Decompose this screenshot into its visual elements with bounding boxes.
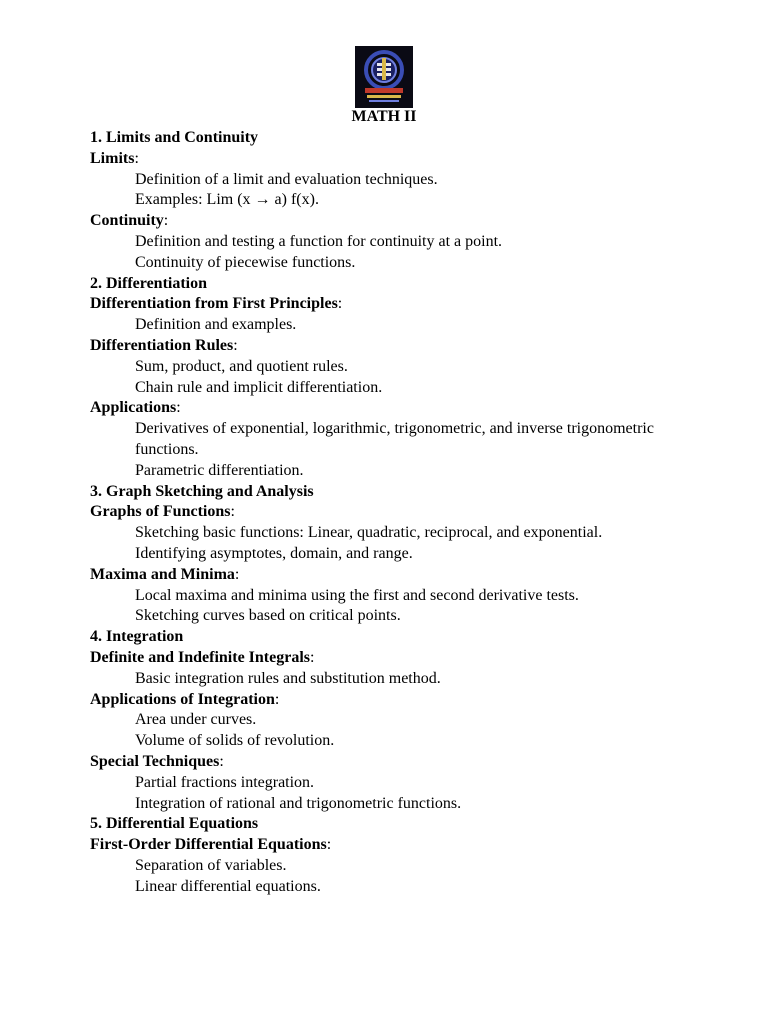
- topic-name: Definite and Indefinite Integrals: [90, 648, 310, 666]
- topic-item: Definition and examples.: [135, 316, 297, 334]
- topic-item: Definition and testing a function for continuity at a point.: [135, 232, 503, 250]
- topic-item: Continuity of piecewise functions.: [135, 253, 356, 271]
- topic-line: [90, 648, 710, 669]
- topic-name: First-Order Differential Equations: [90, 836, 327, 854]
- section-heading: 5. Differential Equations: [90, 815, 259, 833]
- topic-item: Basic integration rules and substitution method.: [135, 669, 441, 687]
- topic-item: Sum, product, and quotient rules.: [135, 357, 348, 375]
- topic-line: [90, 752, 710, 773]
- topic-colon: :: [134, 149, 139, 167]
- topic-name: Differentiation Rules: [90, 336, 234, 354]
- topic-item: Derivatives of exponential, logarithmic, trigonometric, and inverse trigonometric functions.: [135, 420, 654, 458]
- topic-colon: :: [219, 752, 224, 770]
- topic-item: Chain rule and implicit differentiation.: [135, 378, 383, 396]
- topic-item: Identifying asymptotes, domain, and range.: [135, 544, 413, 562]
- topic-colon: :: [230, 503, 235, 521]
- section-heading: 4. Integration: [90, 628, 184, 646]
- section-heading: 1. Limits and Continuity: [90, 129, 259, 146]
- college-crest-icon: [355, 46, 413, 108]
- topic-colon: :: [326, 836, 332, 854]
- topic-name: Graphs of Functions: [90, 503, 231, 521]
- topic-line: [90, 398, 710, 419]
- topic-colon: :: [337, 295, 343, 313]
- topic-item: Integration of rational and trigonometric functions.: [135, 794, 462, 812]
- topic-name: Special Techniques: [90, 752, 220, 770]
- topic-colon: :: [163, 212, 169, 230]
- topic-line: [90, 149, 710, 170]
- topic-name: Maxima and Minima: [90, 565, 235, 583]
- topic-item: Examples: Lim (x → a) f(x).: [135, 191, 319, 209]
- topic-colon: :: [274, 690, 280, 708]
- topic-line: [90, 211, 710, 232]
- topic-colon: :: [233, 336, 238, 354]
- topic-colon: :: [234, 565, 240, 583]
- topic-line: [90, 502, 710, 523]
- topic-line: [90, 336, 710, 357]
- topic-name: Applications of Integration: [90, 690, 275, 708]
- topic-item: Sketching curves based on critical points.: [135, 607, 401, 625]
- topic-item: Separation of variables.: [135, 856, 287, 874]
- topic-item: Sketching basic functions: Linear, quadratic, reciprocal, and exponential.: [135, 524, 603, 542]
- college-logo: [355, 46, 413, 108]
- topic-item: Parametric differentiation.: [135, 461, 304, 479]
- topic-item: Definition of a limit and evaluation techniques.: [135, 170, 438, 188]
- section-heading: 2. Differentiation: [90, 274, 208, 292]
- course-outline: [90, 128, 710, 897]
- topic-line: [90, 294, 710, 315]
- topic-name: Differentiation from First Principles: [90, 295, 338, 313]
- topic-name: Limits: [90, 149, 135, 167]
- topic-item: Linear differential equations.: [135, 877, 321, 895]
- topic-line: [90, 835, 710, 856]
- topic-colon: :: [176, 399, 181, 417]
- topic-item: Partial fractions integration.: [135, 773, 315, 791]
- section-heading: 3. Graph Sketching and Analysis: [90, 482, 314, 500]
- topic-name: Continuity: [90, 212, 164, 230]
- topic-line: [90, 690, 710, 711]
- page-title: MATH II: [351, 108, 417, 125]
- topic-line: [90, 565, 710, 586]
- topic-colon: :: [310, 648, 315, 666]
- topic-name: Applications: [90, 399, 177, 417]
- topic-item: Volume of solids of revolution.: [135, 732, 335, 750]
- topic-item: Local maxima and minima using the first and second derivative tests.: [135, 586, 579, 604]
- topic-item: Area under curves.: [135, 711, 257, 729]
